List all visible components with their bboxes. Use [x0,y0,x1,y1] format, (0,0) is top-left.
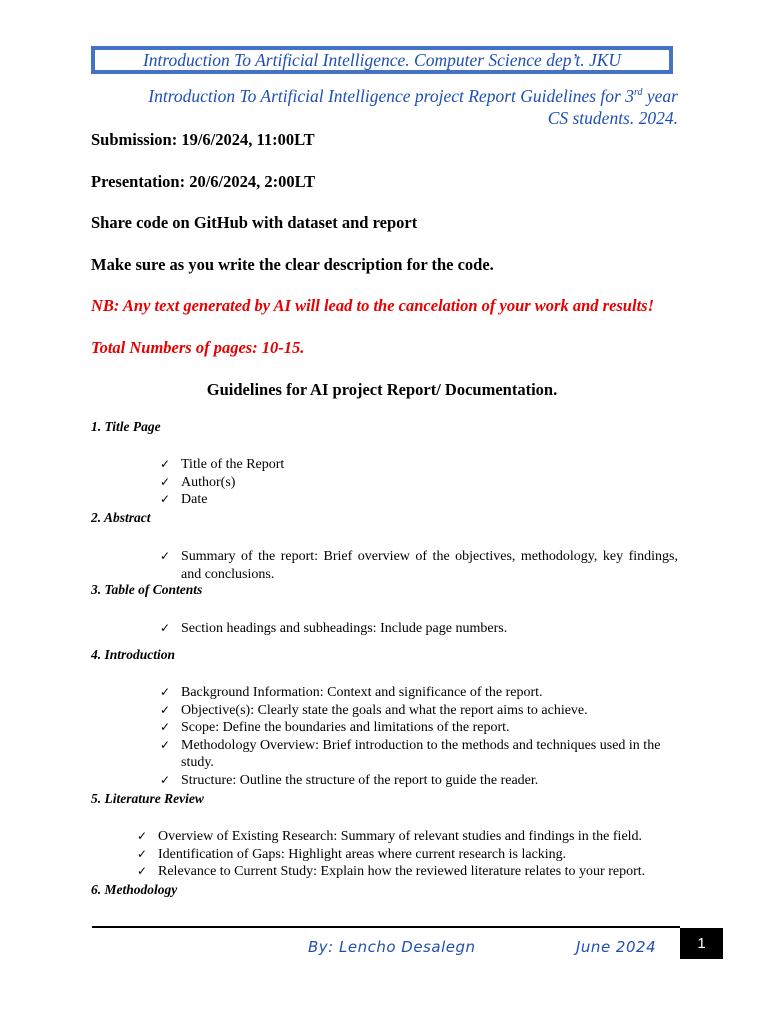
checkmark-icon: ✓ [137,846,148,861]
checkmark-icon: ✓ [160,720,171,734]
description-instruction: Make sure as you write the clear description for the code. [91,255,494,274]
list-item: ✓ Overview of Existing Research: Summary of relevant studies and findings in the field. [137,829,643,844]
checkmark-icon: ✓ [160,702,171,717]
section-list [137,828,682,881]
list-item: ✓ Author(s) [160,474,236,490]
list-item: ✓ Date [160,492,208,507]
document-subtitle [78,82,678,129]
checkmark-icon: ✓ [137,829,148,843]
checkmark-icon: ✓ [160,772,171,787]
list-item: ✓ Structure: Outline the structure of the report to guide the reader. [160,772,539,788]
list-item: ✓ Relevance to Current Study: Explain how the reviewed literature relates to your report. [137,864,646,879]
page-number: 1 [680,928,723,959]
list-item: ✓ Identification of Gaps: Highlight areas where current research is lacking. [137,846,567,862]
section-list [160,456,680,509]
list-item: ✓ Objective(s): Clearly state the goals and what the report aims to achieve. [160,702,588,718]
list-item: ✓ Summary of the report: Brief overview of the objectives, methodology, key findings, and conclusions. [160,549,678,582]
checkmark-icon: ✓ [160,549,171,563]
nb-warning: NB: Any text generated by AI will lead to the cancelation of your work and results! [91,296,654,315]
header-title: Introduction To Artificial Intelligence. Computer Science dep’t. JKU [142,49,622,70]
presentation-date: Presentation: 20/6/2024, 2:00LT [91,172,316,191]
list-item: ✓ Scope: Define the boundaries and limitations of the report. [160,720,510,735]
footer-divider [92,926,680,928]
section-list [160,620,680,638]
guidelines-heading: Guidelines for AI project Report/ Documentation. [206,380,558,399]
checkmark-icon: ✓ [160,474,171,489]
checkmark-icon: ✓ [137,864,148,878]
checkmark-icon: ✓ [160,685,171,699]
checkmark-icon: ✓ [160,737,171,752]
section-title: 1. Title Page [91,419,161,434]
subtitle-line2: CS students. 2024. [547,107,678,128]
section-list [160,684,680,789]
header-title-box [91,46,673,74]
checkmark-icon: ✓ [160,457,171,471]
footer-author: By: Lencho Desalegn [308,938,476,956]
section-title: 5. Literature Review [91,791,204,806]
share-instruction: Share code on GitHub with dataset and report [91,213,418,232]
checkmark-icon: ✓ [160,621,171,635]
page-count-note: Total Numbers of pages: 10-15. [91,338,305,357]
section-title: 4. Introduction [91,647,176,662]
footer-date: June 2024 [576,938,657,956]
section-title: 3. Table of Contents [91,582,203,597]
subtitle-text: Introduction To Artificial Intelligence project Report Guidelines for 3 [148,85,634,106]
section-title: 6. Methodology [91,882,178,897]
list-item: ✓ Background Information: Context and significance of the report. [160,685,543,700]
list-item: ✓ Title of the Report [160,457,285,472]
section-list [160,548,678,583]
checkmark-icon: ✓ [160,492,171,506]
subtitle-year: year [642,85,678,106]
subtitle-superscript: rd [633,87,643,98]
list-item: ✓ Section headings and subheadings: Include page numbers. [160,621,508,636]
submission-date: Submission: 19/6/2024, 11:00LT [91,130,315,149]
section-title: 2. Abstract [91,510,151,525]
list-item: ✓ Methodology Overview: Brief introduction to the methods and techniques used in the study. [160,737,661,770]
